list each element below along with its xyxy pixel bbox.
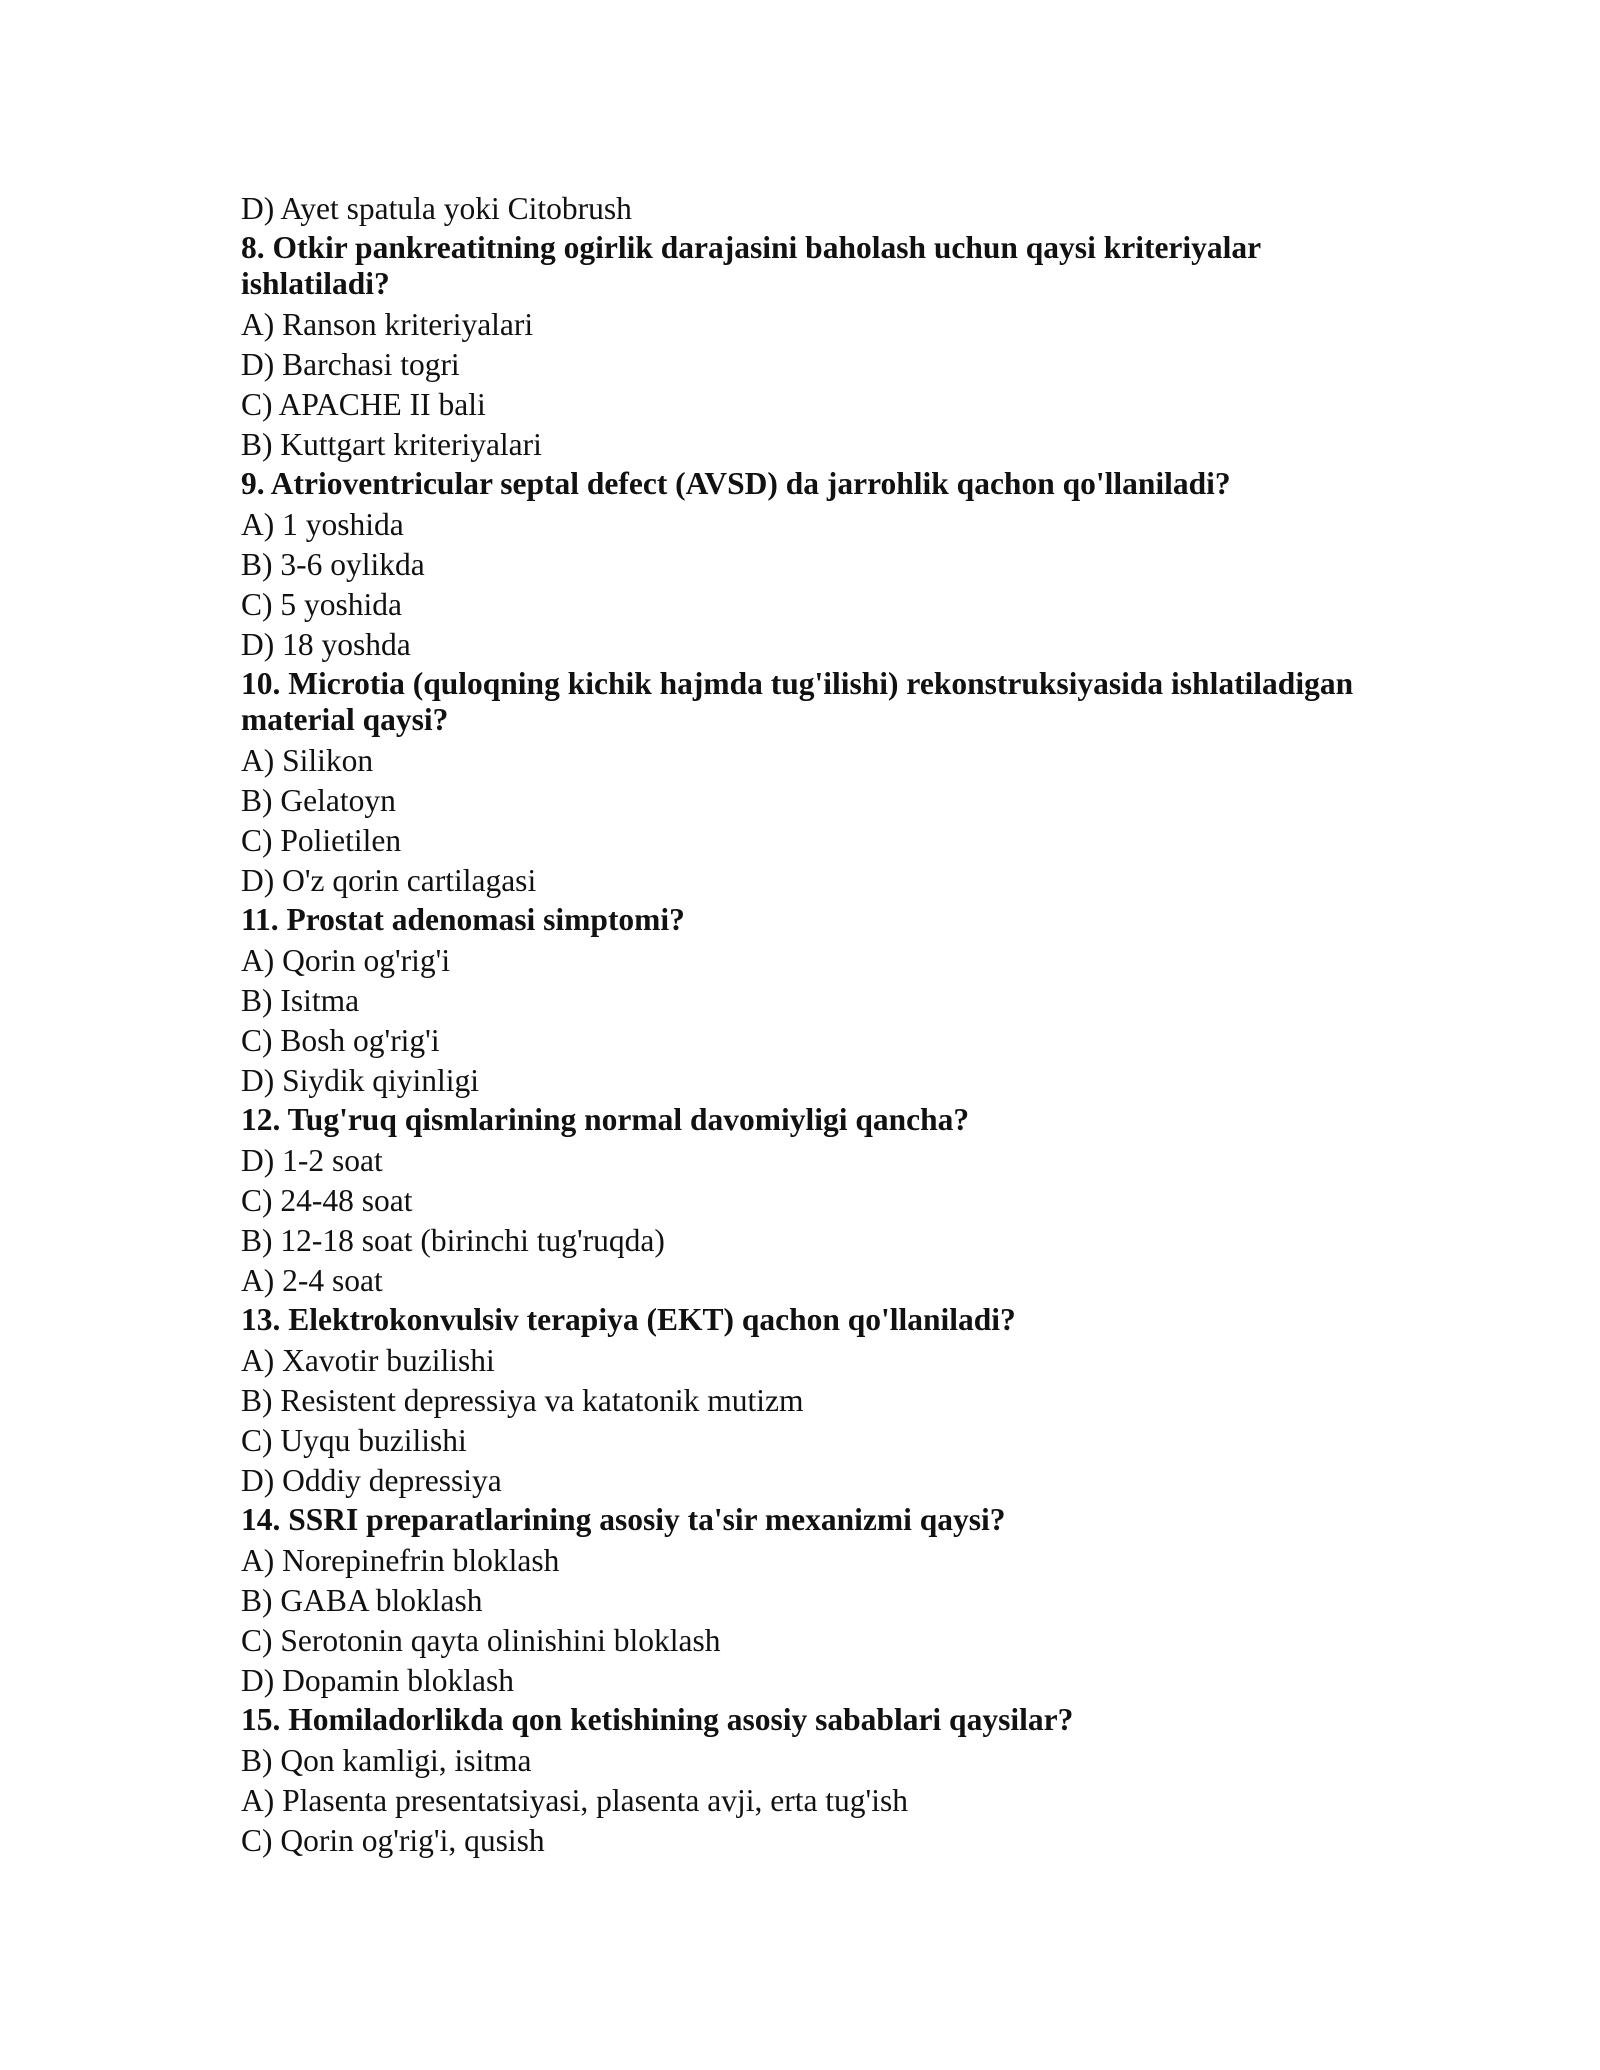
option-line: A) Norepinefrin bloklash [241,1543,560,1578]
question-heading: 13. Elektrokonvulsiv terapiya (EKT) qachon qo'llaniladi? [241,1302,1016,1337]
option-line: A) Plasenta presentatsiyasi, plasenta avji, erta tug'ish [241,1783,908,1818]
option-line: C) Qorin og'rig'i, qusish [241,1823,545,1858]
option-line: C) Polietilen [241,823,402,858]
option-line: D) Barchasi togri [241,347,460,382]
question-heading: 10. Microtia (quloqning kichik hajmda tug'ilishi) rekonstruksiyasida ishlatiladigan material qaysi? [241,666,1354,737]
option-line: D) Ayet spatula yoki Citobrush [241,191,632,226]
option-line: C) Bosh og'rig'i [241,1023,440,1058]
option-line: C) 5 yoshida [241,587,402,622]
option-line: A) Ranson kriteriyalari [241,307,534,342]
option-line: A) 1 yoshida [241,507,404,542]
option-line: B) Gelatoyn [241,783,396,818]
option-line: A) 2-4 soat [241,1263,383,1298]
option-line: D) 18 yoshda [241,627,411,662]
option-line: D) Siydik qiyinligi [241,1063,480,1098]
option-line: B) Resistent depressiya va katatonik mutizm [241,1383,804,1418]
option-line: B) Isitma [241,983,360,1018]
option-line: C) Serotonin qayta olinishini bloklash [241,1623,721,1658]
option-line: A) Qorin og'rig'i [241,943,451,978]
question-heading: 14. SSRI preparatlarining asosiy ta'sir mexanizmi qaysi? [241,1502,1006,1537]
option-line: A) Xavotir buzilishi [241,1343,495,1378]
option-line: C) 24-48 soat [241,1183,413,1218]
option-line: B) 3-6 oylikda [241,547,425,582]
question-heading: 12. Tug'ruq qismlarining normal davomiyligi qancha? [241,1102,970,1137]
question-heading: 15. Homiladorlikda qon ketishining asosiy sabablari qaysilar? [241,1702,1074,1737]
option-line: C) Uyqu buzilishi [241,1423,467,1458]
option-line: D) O'z qorin cartilagasi [241,863,537,898]
option-line: B) Kuttgart kriteriyalari [241,427,542,462]
option-line: D) Oddiy depressiya [241,1463,502,1498]
question-heading: 9. Atrioventricular septal defect (AVSD) da jarrohlik qachon qo'llaniladi? [241,466,1231,501]
option-line: C) APACHE II bali [241,387,486,422]
option-line: A) Silikon [241,743,374,778]
question-heading: 8. Otkir pankreatitning ogirlik darajasini baholash uchun qaysi kriteriyalar ishlatiladi? [241,230,1261,301]
option-line: B) Qon kamligi, isitma [241,1743,532,1778]
document-content [241,189,1391,1861]
option-line: B) 12-18 soat (birinchi tug'ruqda) [241,1223,665,1258]
option-line: D) Dopamin bloklash [241,1663,514,1698]
option-line: D) 1-2 soat [241,1143,383,1178]
question-heading: 11. Prostat adenomasi simptomi? [241,902,685,937]
option-line: B) GABA bloklash [241,1583,483,1618]
